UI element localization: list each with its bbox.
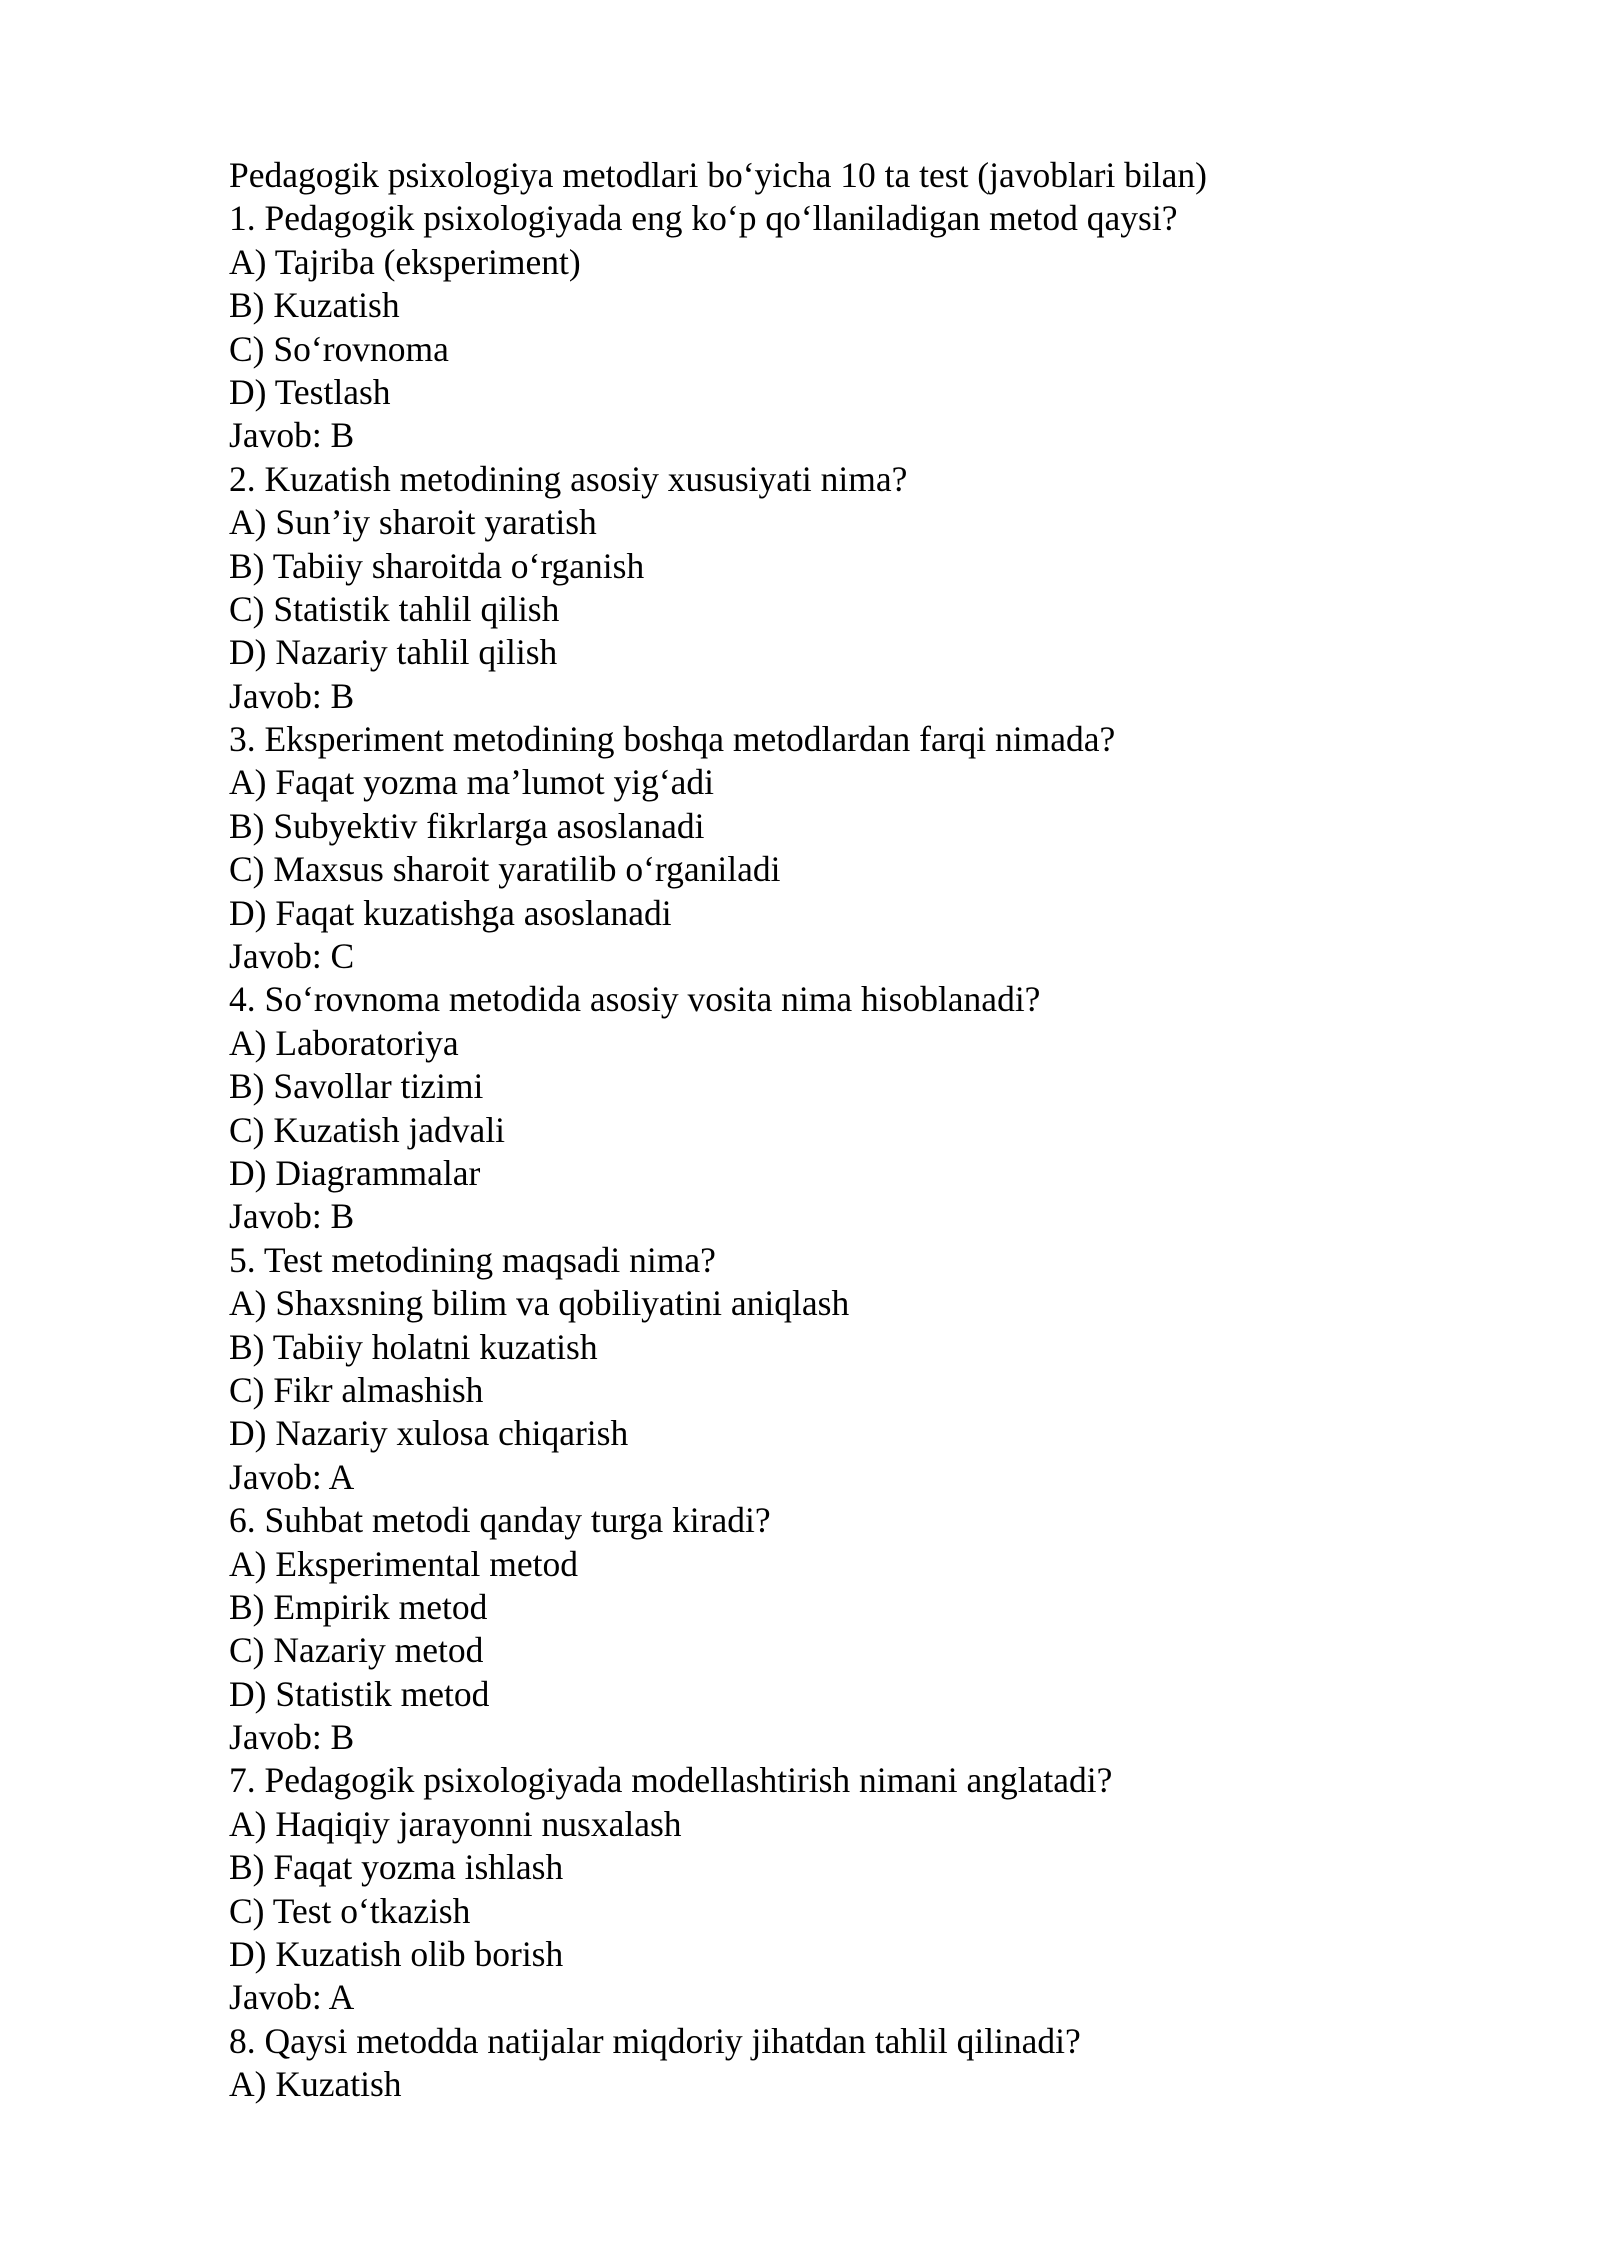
answer-line: Javob: A [229, 1456, 355, 1497]
option-d: D) Nazariy tahlil qilish [229, 632, 558, 673]
answer-line: Javob: B [229, 1196, 355, 1237]
option-c: C) Fikr almashish [229, 1369, 484, 1410]
option-c: C) Statistik tahlil qilish [229, 588, 560, 629]
question-text: 7. Pedagogik psixologiyada modellashtirish nimani anglatadi? [229, 1760, 1113, 1801]
option-c: C) Kuzatish jadvali [229, 1109, 506, 1150]
question-text: 1. Pedagogik psixologiyada eng ko‘p qo‘llaniladigan metod qaysi? [229, 198, 1178, 239]
answer-line: Javob: C [229, 936, 355, 977]
question-text: 6. Suhbat metodi qanday turga kiradi? [229, 1500, 771, 1541]
option-a: A) Shaxsning bilim va qobiliyatini aniqlash [229, 1283, 850, 1324]
option-d: D) Nazariy xulosa chiqarish [229, 1413, 629, 1454]
option-a: A) Eksperimental metod [229, 1543, 578, 1584]
option-c: C) Nazariy metod [229, 1630, 484, 1671]
option-a: A) Sun’iy sharoit yaratish [229, 502, 597, 543]
question-text: 4. So‘rovnoma metodida asosiy vosita nima hisoblanadi? [229, 979, 1041, 1020]
option-b: B) Tabiiy sharoitda o‘rganish [229, 545, 645, 586]
question-text: 2. Kuzatish metodining asosiy xususiyati nima? [229, 458, 908, 499]
option-c: C) Maxsus sharoit yaratilib o‘rganiladi [229, 849, 781, 890]
option-a: A) Laboratoriya [229, 1022, 459, 1063]
option-b: B) Kuzatish [229, 285, 400, 326]
document-body [229, 154, 1429, 2107]
option-b: B) Subyektiv fikrlarga asoslanadi [229, 805, 705, 846]
option-a: A) Tajriba (eksperiment) [229, 241, 581, 282]
option-b: B) Faqat yozma ishlash [229, 1847, 564, 1888]
option-d: D) Testlash [229, 371, 391, 412]
option-c: C) Test o‘tkazish [229, 1890, 471, 1931]
option-c: C) So‘rovnoma [229, 328, 449, 369]
option-a: A) Haqiqiy jarayonni nusxalash [229, 1803, 682, 1844]
option-d: D) Statistik metod [229, 1673, 490, 1714]
option-a: A) Kuzatish [229, 2064, 402, 2105]
question-text: 3. Eksperiment metodining boshqa metodlardan farqi nimada? [229, 719, 1116, 760]
document-title: Pedagogik psixologiya metodlari bo‘yicha 10 ta test (javoblari bilan) [229, 155, 1207, 195]
option-b: B) Empirik metod [229, 1586, 488, 1627]
question-text: 8. Qaysi metodda natijalar miqdoriy jihatdan tahlil qilinadi? [229, 2020, 1081, 2061]
option-d: D) Diagrammalar [229, 1152, 481, 1193]
answer-line: Javob: A [229, 1977, 355, 2018]
option-d: D) Faqat kuzatishga asoslanadi [229, 892, 672, 933]
answer-line: Javob: B [229, 415, 355, 456]
answer-line: Javob: B [229, 1717, 355, 1758]
answer-line: Javob: B [229, 675, 355, 716]
option-b: B) Savollar tizimi [229, 1066, 484, 1107]
option-d: D) Kuzatish olib borish [229, 1934, 564, 1975]
option-a: A) Faqat yozma ma’lumot yig‘adi [229, 762, 715, 803]
question-text: 5. Test metodining maqsadi nima? [229, 1239, 716, 1280]
option-b: B) Tabiiy holatni kuzatish [229, 1326, 598, 1367]
